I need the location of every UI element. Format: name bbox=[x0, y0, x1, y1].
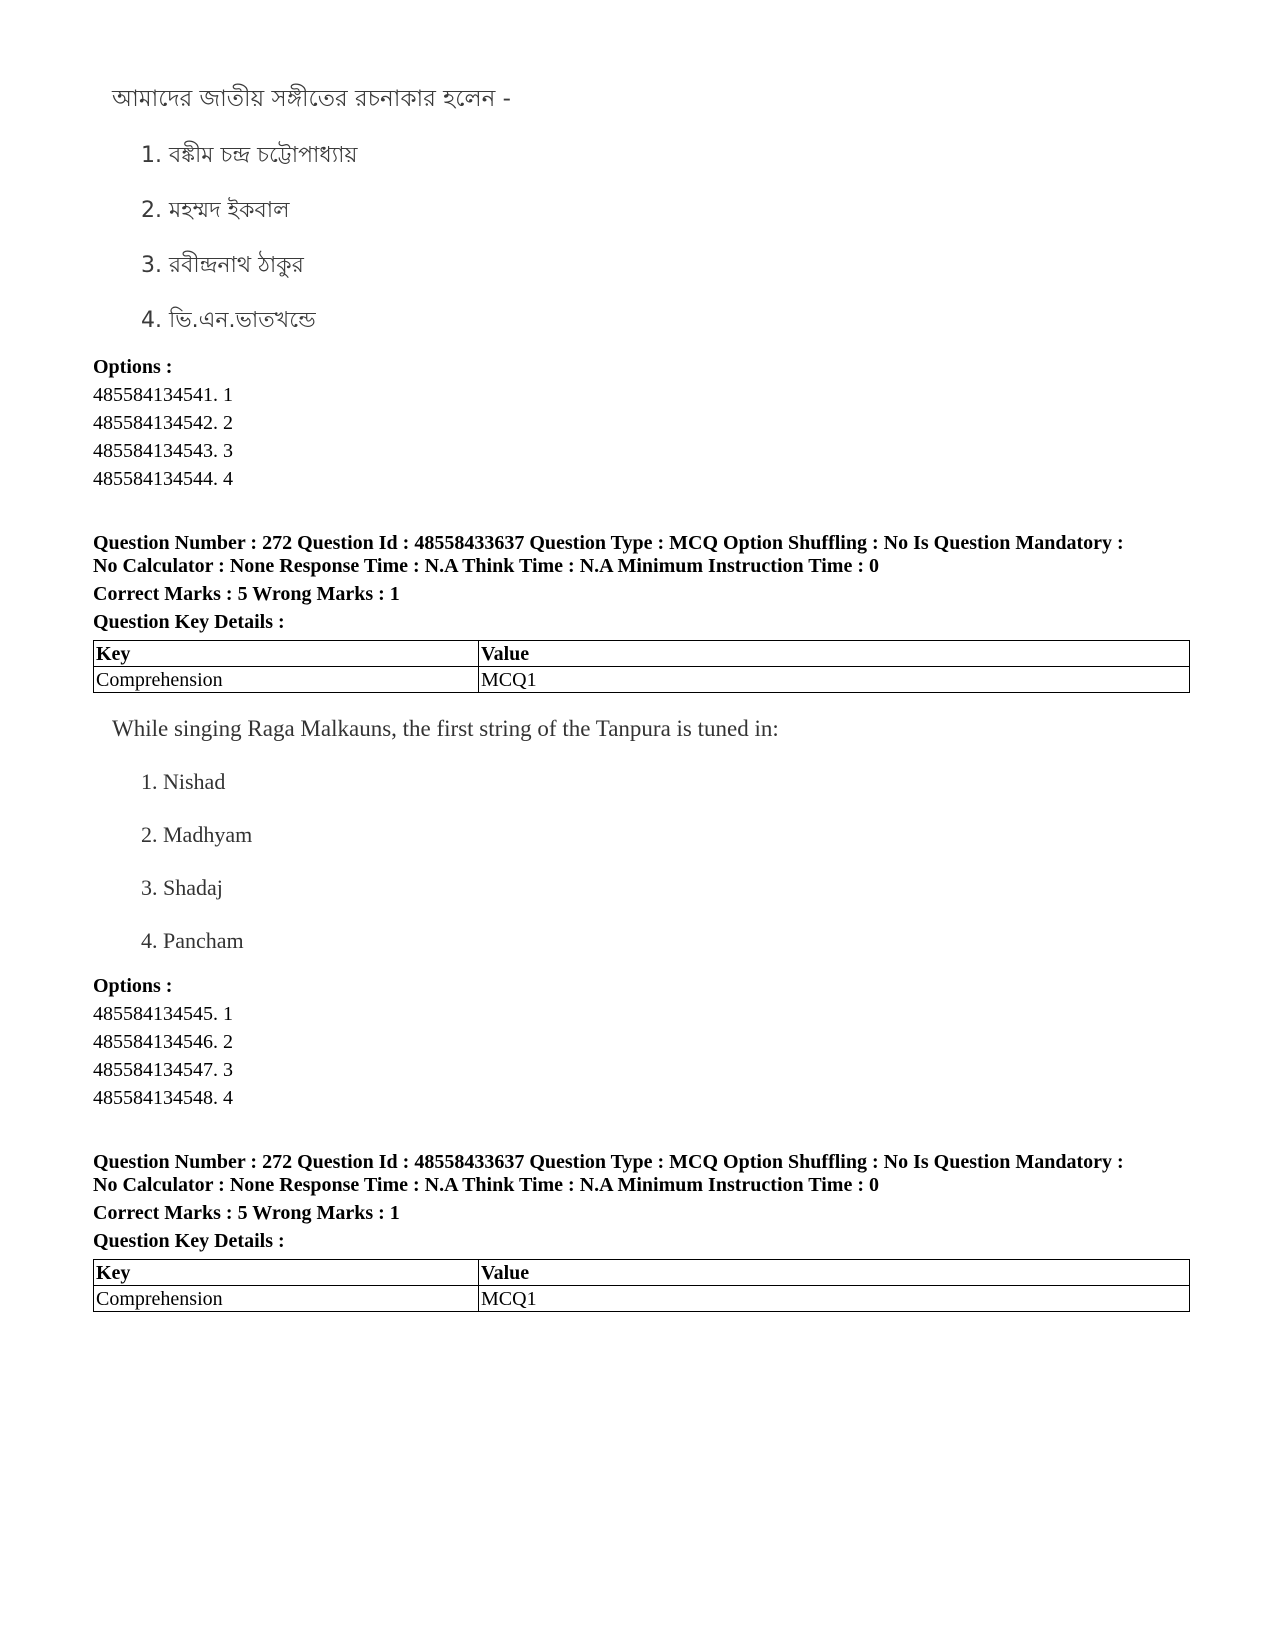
choice-item: 3. Shadaj bbox=[141, 875, 223, 900]
table-cell: Comprehension bbox=[94, 667, 479, 693]
option-item: 485584134544. 4 bbox=[93, 468, 233, 490]
option-item: 485584134545. 1 bbox=[93, 1003, 233, 1025]
table-header-row bbox=[94, 641, 1190, 667]
table-cell: MCQ1 bbox=[479, 1286, 1190, 1312]
choice-item: 4. Pancham bbox=[141, 928, 244, 953]
choice-item: 2. Madhyam bbox=[141, 822, 253, 847]
key-details-heading: Question Key Details : bbox=[93, 611, 285, 633]
option-item: 485584134548. 4 bbox=[93, 1087, 233, 1109]
choice-item: 2. মহম্মদ ইকবাল bbox=[141, 198, 290, 223]
table-header-row bbox=[94, 1260, 1190, 1286]
table-header-cell: Value bbox=[479, 641, 1190, 667]
options-heading: Options : bbox=[93, 356, 173, 378]
choice-item: 4. ভি.এন.ভাতখন্ডে bbox=[141, 308, 316, 333]
meta-line: Question Number : 272 Question Id : 48558433637 Question Type : MCQ Option Shuffling : No Is Question Mandatory : bbox=[93, 1151, 1124, 1173]
question-stem: While singing Raga Malkauns, the first string of the Tanpura is tuned in: bbox=[112, 716, 779, 741]
table-row bbox=[94, 667, 1190, 693]
option-item: 485584134547. 3 bbox=[93, 1059, 233, 1081]
key-details-table bbox=[93, 1259, 1190, 1312]
table-header-cell: Key bbox=[94, 641, 479, 667]
option-item: 485584134543. 3 bbox=[93, 440, 233, 462]
meta-line: No Calculator : None Response Time : N.A Think Time : N.A Minimum Instruction Time : 0 bbox=[93, 555, 879, 577]
choice-item: 3. রবীন্দ্রনাথ ঠাকুর bbox=[141, 253, 304, 278]
key-details-table bbox=[93, 640, 1190, 693]
option-item: 485584134546. 2 bbox=[93, 1031, 233, 1053]
option-item: 485584134542. 2 bbox=[93, 412, 233, 434]
table-cell: Comprehension bbox=[94, 1286, 479, 1312]
options-heading: Options : bbox=[93, 975, 173, 997]
key-details-heading: Question Key Details : bbox=[93, 1230, 285, 1252]
table-row bbox=[94, 1286, 1190, 1312]
choice-item: 1. বঙ্কীম চন্দ্র চট্টোপাধ্যায় bbox=[141, 143, 358, 168]
table-cell: MCQ1 bbox=[479, 667, 1190, 693]
meta-line: Question Number : 272 Question Id : 48558433637 Question Type : MCQ Option Shuffling : No Is Question Mandatory : bbox=[93, 532, 1124, 554]
meta-line: No Calculator : None Response Time : N.A Think Time : N.A Minimum Instruction Time : 0 bbox=[93, 1174, 879, 1196]
table-header-cell: Value bbox=[479, 1260, 1190, 1286]
table-header-cell: Key bbox=[94, 1260, 479, 1286]
option-item: 485584134541. 1 bbox=[93, 384, 233, 406]
question-stem: আমাদের জাতীয় সঙ্গীতের রচনাকার হলেন - bbox=[112, 86, 511, 112]
marks-line: Correct Marks : 5 Wrong Marks : 1 bbox=[93, 583, 400, 605]
marks-line: Correct Marks : 5 Wrong Marks : 1 bbox=[93, 1202, 400, 1224]
choice-item: 1. Nishad bbox=[141, 769, 226, 794]
